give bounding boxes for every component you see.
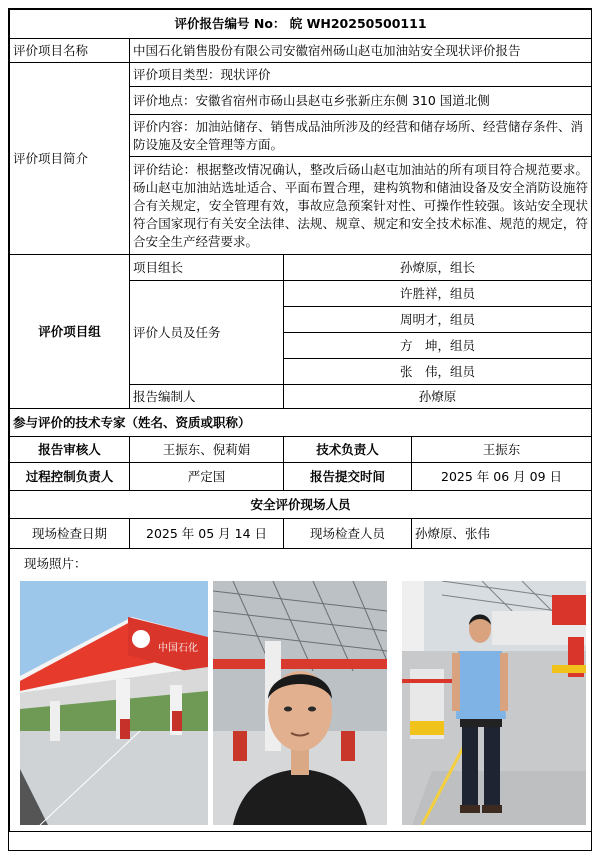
team-leader-label: 项目组长: [130, 255, 284, 281]
report-number-title: 评价报告编号 No： 皖 WH20250500111: [10, 10, 592, 39]
photo-inspector-selfie: [213, 581, 387, 825]
site-date-value: 2025 年 05 月 14 日: [130, 519, 284, 549]
reviewer-value: 王振东、倪莉娟: [130, 437, 284, 463]
site-people-value: 孙燎原、张伟: [412, 519, 592, 549]
report-table: [9, 9, 592, 832]
summary-type: 评价项目类型：现状评价: [130, 63, 592, 87]
team-label: 评价项目组: [10, 255, 130, 409]
sinopec-logo-icon: [132, 630, 150, 648]
team-member: 许胜祥，组员: [284, 281, 592, 307]
team-leader-value: 孙燎原，组长: [284, 255, 592, 281]
report-page: [8, 8, 592, 851]
summary-location: 评价地点：安徽省宿州市砀山县赵屯乡张新庄东侧 310 国道北侧: [130, 87, 592, 115]
site-date-label: 现场检查日期: [10, 519, 130, 549]
team-member: 张 伟，组员: [284, 359, 592, 385]
project-name-value: 中国石化销售股份有限公司安徽宿州砀山赵屯加油站安全现状评价报告: [130, 39, 592, 63]
site-heading: 安全评价现场人员: [10, 491, 592, 519]
photo-sign-text: 中国石化: [158, 643, 198, 654]
team-member: 方 坤，组员: [284, 333, 592, 359]
photos-label: 现场照片：: [24, 556, 87, 571]
photo-station-canopy: [20, 581, 208, 825]
summary-label: 评价项目简介: [10, 63, 130, 255]
experts-heading: 参与评价的技术专家（姓名、资质或职称）: [10, 409, 592, 437]
summary-content: 评价内容：加油站储存、销售成品油所涉及的经营和储存场所、经营储存条件、消防设施及安全管理等方面。: [130, 115, 592, 157]
team-member: 周明才，组员: [284, 307, 592, 333]
summary-conclusion: 评价结论：根据整改情况确认，整改后砀山赵屯加油站的所有项目符合规范要求。砀山赵屯加油站选址适合、平面布置合理，建构筑物和储油设备及安全消防设施符合有关规定，安全管理有效，事故应急预案针对性、可操作性较强。该站安全现状符合国家现行有关安全法律、法规、规章、规定和安全技术标准、规范的规定，符合安全生产经营要求。: [130, 157, 592, 255]
submit-time-value: 2025 年 06 月 09 日: [412, 463, 592, 491]
submit-time-label: 报告提交时间: [284, 463, 412, 491]
team-writer-label: 报告编制人: [130, 385, 284, 409]
process-control-label: 过程控制负责人: [10, 463, 130, 491]
tech-lead-label: 技术负责人: [284, 437, 412, 463]
photo-inspector-standing: [402, 581, 586, 825]
project-name-label: 评价项目名称: [10, 39, 130, 63]
photo-strip: [18, 581, 583, 825]
team-members-label: 评价人员及任务: [130, 281, 284, 385]
site-people-label: 现场检查人员: [284, 519, 412, 549]
tech-lead-value: 王振东: [412, 437, 592, 463]
reviewer-label: 报告审核人: [10, 437, 130, 463]
process-control-value: 严定国: [130, 463, 284, 491]
team-writer-value: 孙燎原: [284, 385, 592, 409]
photos-cell: [10, 549, 592, 832]
